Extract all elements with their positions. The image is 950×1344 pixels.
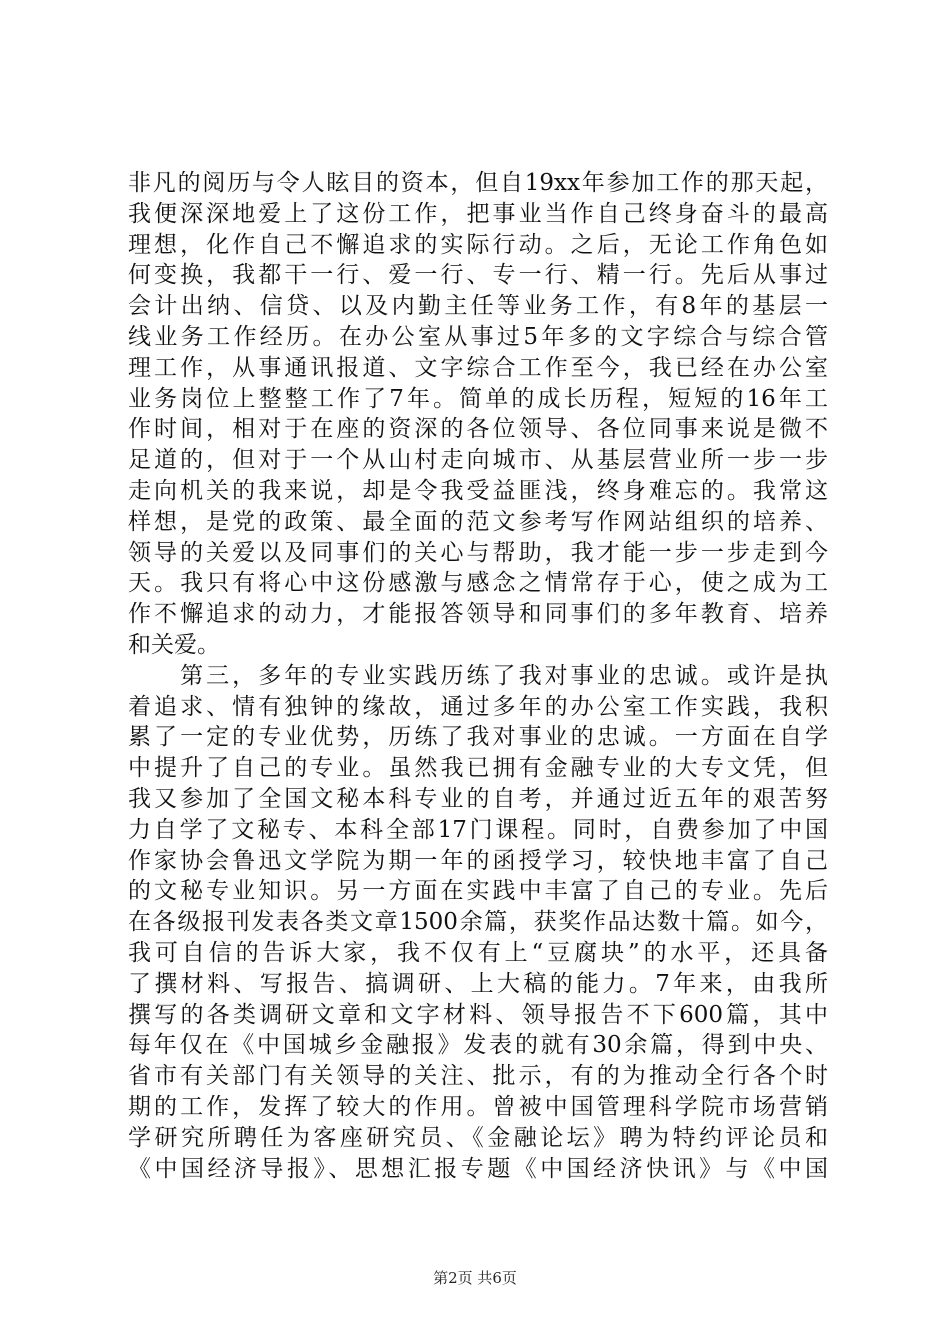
text-line: 我又参加了全国文秘本科专业的自考，并通过近五年的艰苦努: [128, 785, 828, 812]
text-line: 我便深深地爱上了这份工作，把事业当作自己终身奋斗的最高: [128, 200, 828, 227]
text-line: 样想，是党的政策、最全面的范文参考写作网站组织的培养、: [128, 508, 828, 535]
text-line: 每年仅在《中国城乡金融报》发表的就有30余篇，得到中央、: [128, 1032, 828, 1059]
text-line: 作家协会鲁迅文学院为期一年的函授学习，较快地丰富了自己: [128, 847, 828, 874]
text-line: 第三，多年的专业实践历练了我对事业的忠诚。或许是执: [128, 662, 828, 689]
text-line: 作时间，相对于在座的资深的各位领导、各位同事来说是微不: [128, 416, 828, 443]
text-line: 我可自信的告诉大家，我不仅有上“豆腐块”的水平，还具备: [128, 939, 828, 966]
text-line: 领导的关爱以及同事们的关心与帮助，我才能一步一步走到今: [128, 539, 828, 566]
text-line: 了撰材料、写报告、搞调研、上大稿的能力。7年来，由我所: [128, 970, 828, 997]
text-line: 线业务工作经历。在办公室从事过5年多的文字综合与综合管: [128, 323, 828, 350]
text-line: 何变换，我都干一行、爱一行、专一行、精一行。先后从事过: [128, 262, 828, 289]
body-text: [128, 168, 828, 1184]
text-line: 撰写的各类调研文章和文字材料、领导报告不下600篇，其中: [128, 1001, 828, 1028]
text-line: 业务岗位上整整工作了7年。简单的成长历程，短短的16年工: [128, 385, 828, 412]
text-line: 在各级报刊发表各类文章1500余篇，获奖作品达数十篇。如今，: [128, 909, 828, 936]
text-line: 和关爱。: [128, 631, 220, 658]
text-line: 累了一定的专业优势，历练了我对事业的忠诚。一方面在自学: [128, 724, 828, 751]
text-line: 非凡的阅历与令人眩目的资本，但自19xx年参加工作的那天起，: [128, 170, 828, 196]
text-line: 理工作，从事通讯报道、文字综合工作至今，我已经在办公室: [128, 354, 828, 381]
text-line: 的文秘专业知识。另一方面在实践中丰富了自己的专业。先后: [128, 878, 828, 905]
text-line: 足道的，但对于一个从山村走向城市、从基层营业所一步一步: [128, 447, 828, 474]
text-line: 省市有关部门有关领导的关注、批示，有的为推动全行各个时: [128, 1063, 828, 1090]
text-line: 着追求、情有独钟的缘故，通过多年的办公室工作实践，我积: [128, 693, 828, 720]
text-line: 会计出纳、信贷、以及内勤主任等业务工作，有8年的基层一: [128, 293, 828, 320]
text-line: 天。我只有将心中这份感激与感念之情常存于心，使之成为工: [128, 570, 828, 597]
text-line: 力自学了文秘专、本科全部17门课程。同时，自费参加了中国: [128, 816, 828, 843]
text-line: 中提升了自己的专业。虽然我已拥有金融专业的大专文凭，但: [128, 755, 828, 782]
page-footer: 第2页 共6页: [433, 1269, 517, 1287]
text-line: 学研究所聘任为客座研究员、《金融论坛》聘为特约评论员和: [128, 1124, 828, 1151]
text-line: 期的工作，发挥了较大的作用。曾被中国管理科学院市场营销: [128, 1093, 828, 1120]
text-line: 理想，化作自己不懈追求的实际行动。之后，无论工作角色如: [128, 231, 828, 258]
text-line: 作不懈追求的动力，才能报答领导和同事们的多年教育、培养: [128, 601, 828, 628]
text-line: 走向机关的我来说，却是令我受益匪浅，终身难忘的。我常这: [128, 477, 828, 504]
text-line: 《中国经济导报》、思想汇报专题《中国经济快讯》与《中国: [128, 1155, 828, 1182]
